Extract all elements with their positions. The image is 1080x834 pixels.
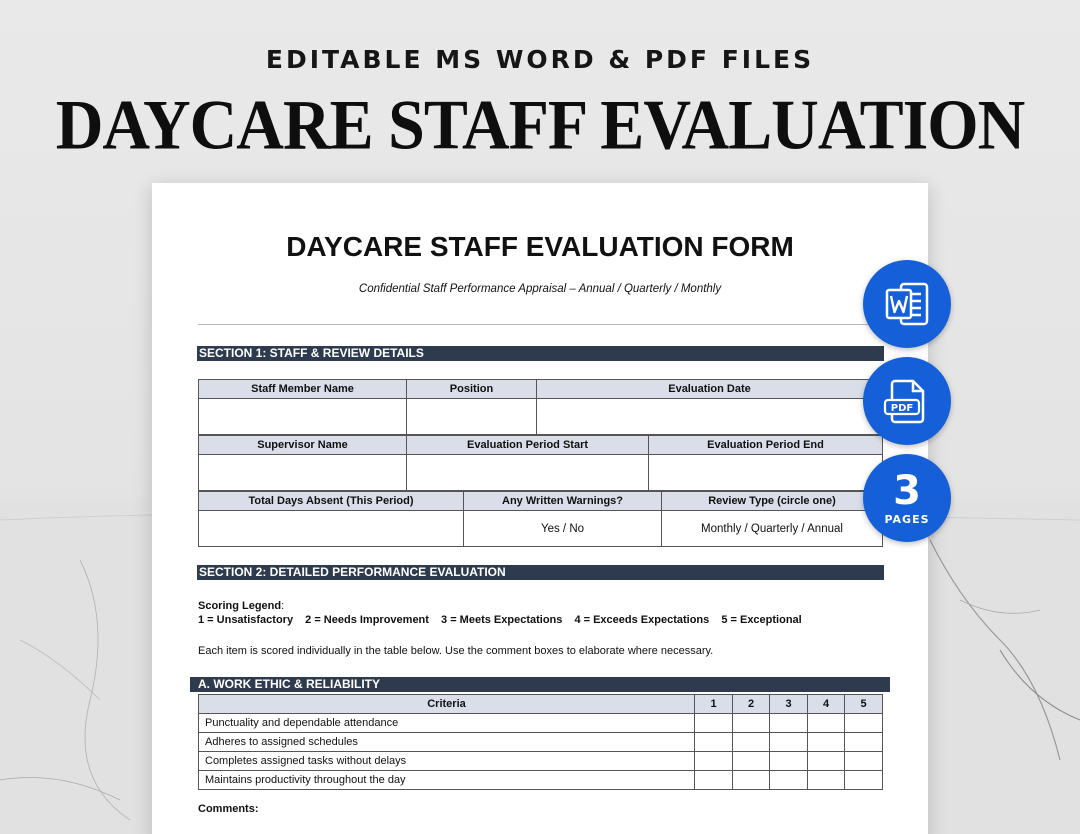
- header-days-absent: Total Days Absent (This Period): [199, 492, 464, 511]
- header-period-start: Evaluation Period Start: [407, 436, 649, 455]
- score-cell[interactable]: [845, 771, 883, 790]
- header-score-1: 1: [695, 695, 733, 714]
- header-review-type: Review Type (circle one): [662, 492, 883, 511]
- score-cell[interactable]: [770, 752, 808, 771]
- staff-details-table-2: [198, 435, 883, 491]
- pdf-badge: [863, 357, 951, 445]
- table-row: [199, 733, 883, 752]
- period-end-field[interactable]: [649, 455, 883, 491]
- legend-item-1: 1 = Unsatisfactory: [198, 614, 294, 626]
- header-position: Position: [407, 380, 537, 399]
- score-cell[interactable]: [733, 752, 770, 771]
- score-cell[interactable]: [808, 771, 845, 790]
- scoring-legend: Scoring Legend: 1 = Unsatisfactory 2 = Needs Improvement 3 = Meets Expectations 4 = Exceeds Expectations 5 = Exceptional: [198, 600, 802, 626]
- word-badge: [863, 260, 951, 348]
- table-row: [199, 771, 883, 790]
- score-cell[interactable]: [770, 733, 808, 752]
- score-cell[interactable]: [695, 714, 733, 733]
- comments-label: Comments:: [198, 803, 259, 815]
- header-period-end: Evaluation Period End: [649, 436, 883, 455]
- period-start-field[interactable]: [407, 455, 649, 491]
- header-written-warnings: Any Written Warnings?: [464, 492, 662, 511]
- written-warnings-field[interactable]: Yes / No: [464, 511, 662, 547]
- header-supervisor-name: Supervisor Name: [199, 436, 407, 455]
- pages-count: 3: [893, 467, 921, 514]
- subsection-a-heading: A. WORK ETHIC & RELIABILITY: [190, 677, 890, 692]
- header-score-2: 2: [733, 695, 770, 714]
- header-score-5: 5: [845, 695, 883, 714]
- score-cell[interactable]: [733, 714, 770, 733]
- main-title: DAYCARE STAFF EVALUATION: [55, 86, 1025, 165]
- form-subtitle: Confidential Staff Performance Appraisal – Annual / Quarterly / Monthly: [358, 283, 722, 295]
- legend-item-5: 5 = Exceptional: [721, 614, 802, 626]
- legend-item-3: 3 = Meets Expectations: [441, 614, 563, 626]
- score-cell[interactable]: [845, 752, 883, 771]
- divider: [198, 324, 888, 325]
- pages-label: PAGES: [884, 512, 930, 526]
- score-cell[interactable]: [845, 714, 883, 733]
- criteria-text: Punctuality and dependable attendance: [199, 714, 695, 733]
- form-title: DAYCARE STAFF EVALUATION FORM: [286, 231, 794, 262]
- header-score-3: 3: [770, 695, 808, 714]
- score-cell[interactable]: [808, 714, 845, 733]
- scoring-note: Each item is scored individually in the table below. Use the comment boxes to elaborate where necessary.: [198, 645, 714, 657]
- work-ethic-table: [198, 694, 883, 790]
- header-evaluation-date: Evaluation Date: [537, 380, 883, 399]
- criteria-text: Maintains productivity throughout the day: [199, 771, 695, 790]
- score-cell[interactable]: [845, 733, 883, 752]
- staff-details-table-1: [198, 379, 883, 435]
- pdf-icon: [879, 373, 935, 429]
- legend-label: Scoring Legend: [198, 600, 282, 612]
- staff-details-table-3: [198, 491, 883, 547]
- score-cell[interactable]: [695, 752, 733, 771]
- table-row: [199, 752, 883, 771]
- section-1-heading: SECTION 1: STAFF & REVIEW DETAILS: [197, 346, 884, 361]
- review-type-field[interactable]: Monthly / Quarterly / Annual: [662, 511, 883, 547]
- staff-name-field[interactable]: [199, 399, 407, 435]
- legend-item-4: 4 = Exceeds Expectations: [574, 614, 710, 626]
- criteria-text: Completes assigned tasks without delays: [199, 752, 695, 771]
- table-row: [199, 714, 883, 733]
- score-cell[interactable]: [733, 771, 770, 790]
- score-cell[interactable]: [695, 771, 733, 790]
- score-cell[interactable]: [695, 733, 733, 752]
- legend-item-2: 2 = Needs Improvement: [305, 614, 429, 626]
- header-staff-name: Staff Member Name: [199, 380, 407, 399]
- pages-badge: [863, 454, 951, 542]
- score-cell[interactable]: [808, 733, 845, 752]
- header-criteria: Criteria: [199, 695, 695, 714]
- score-cell[interactable]: [770, 714, 808, 733]
- section-2-heading: SECTION 2: DETAILED PERFORMANCE EVALUATION: [197, 565, 884, 580]
- header-score-4: 4: [808, 695, 845, 714]
- score-cell[interactable]: [733, 733, 770, 752]
- word-icon: [879, 276, 935, 332]
- pdf-icon-label: PDF: [890, 403, 914, 414]
- banner-text: EDITABLE MS WORD & PDF FILES: [265, 45, 815, 74]
- score-cell[interactable]: [808, 752, 845, 771]
- days-absent-field[interactable]: [199, 511, 464, 547]
- form-page: [152, 183, 928, 834]
- evaluation-date-field[interactable]: [537, 399, 883, 435]
- criteria-text: Adheres to assigned schedules: [199, 733, 695, 752]
- position-field[interactable]: [407, 399, 537, 435]
- score-cell[interactable]: [770, 771, 808, 790]
- supervisor-name-field[interactable]: [199, 455, 407, 491]
